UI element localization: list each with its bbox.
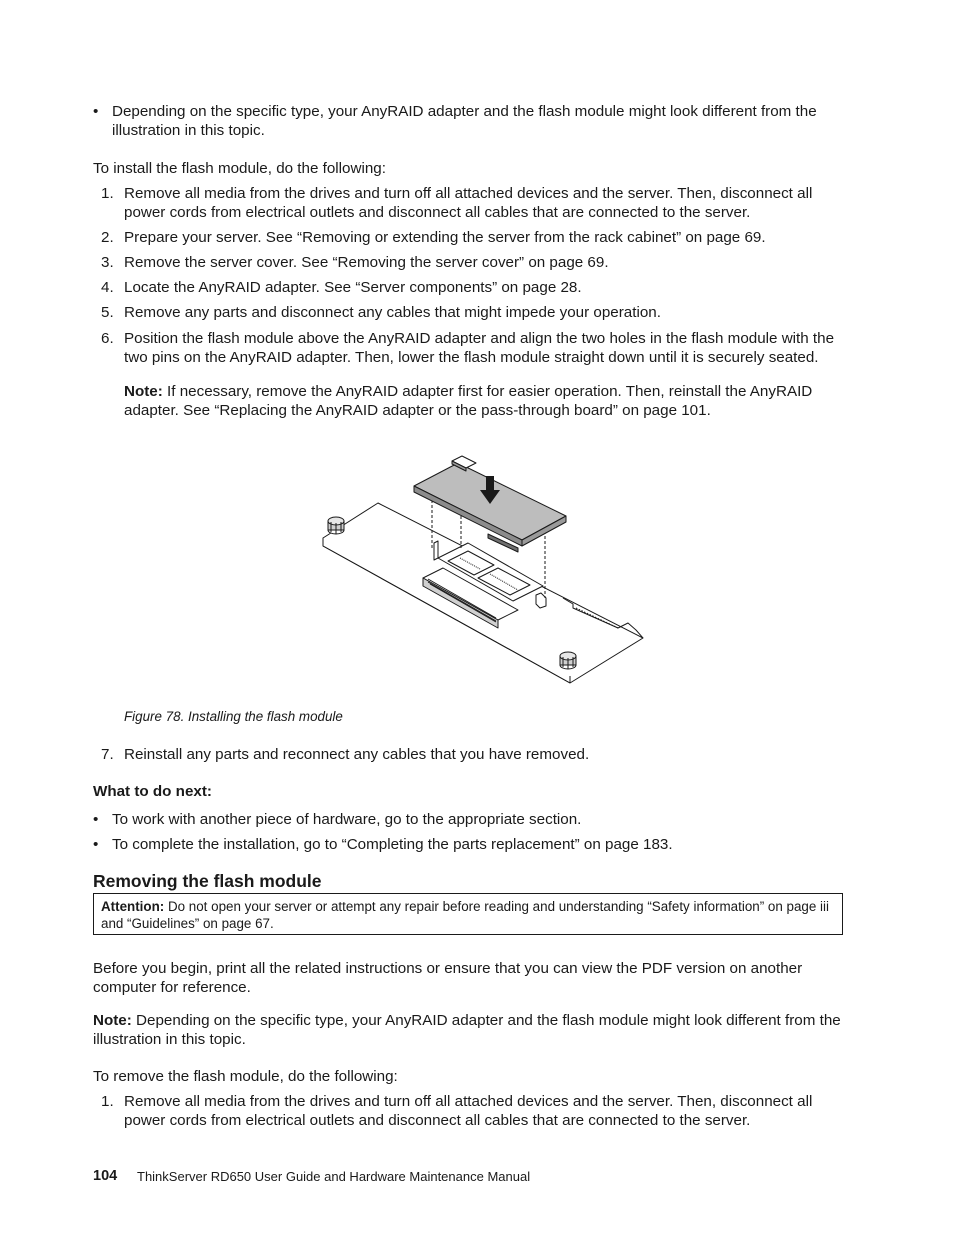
thumbscrew-icon [560, 652, 576, 669]
remove-intro: To remove the flash module, do the following: [93, 1068, 398, 1085]
step-number: 7. [101, 746, 114, 763]
step-text: Remove the server cover. See “Removing the server cover” on page 69. [124, 254, 609, 271]
note-text: If necessary, remove the AnyRAID adapter first for easier operation. Then, reinstall the AnyRAID adapter. See “Replacing the AnyRAID adapter or the pass-through board” on page 101. [124, 383, 813, 419]
thumbscrew-icon [328, 517, 344, 534]
step-number: 3. [101, 254, 114, 271]
step-text: Position the flash module above the AnyRAID adapter and align the two holes in the flash module with the two pins on the AnyRAID adapter. Then, lower the flash module straight down until it is securely seated. [124, 330, 835, 366]
note-installation [124, 382, 854, 420]
step-number: 5. [101, 304, 114, 321]
intro-bullet-text: Depending on the specific type, your AnyRAID adapter and the flash module might look different from the illustration in this topic. [112, 103, 817, 139]
step-number: 4. [101, 279, 114, 296]
step-text: Remove any parts and disconnect any cables that might impede your operation. [124, 304, 661, 321]
step-text: Remove all media from the drives and turn off all attached devices and the server. Then, disconnect all power cords from electrical outlets and disconnect all cables that are connected to the server. [124, 185, 813, 221]
note-label: Note: [93, 1012, 132, 1029]
footer-title: ThinkServer RD650 User Guide and Hardware Maintenance Manual [137, 1169, 531, 1184]
install-intro: To install the flash module, do the following: [93, 160, 386, 177]
attention-box [93, 893, 843, 935]
note-removal [93, 1011, 843, 1049]
step-text: Reinstall any parts and reconnect any cables that you have removed. [124, 746, 590, 763]
before-you-begin: Before you begin, print all the related instructions or ensure that you can view the PDF version on another computer for reference. [93, 960, 803, 996]
step-number: 1. [101, 185, 114, 202]
step-text: Remove all media from the drives and turn off all attached devices and the server. Then, disconnect all power cords from electrical outlets and disconnect all cables that are connected to the server. [124, 1093, 813, 1129]
figure-caption: Figure 78. Installing the flash module [124, 709, 343, 724]
bullet-icon: • [93, 836, 99, 853]
step-text: Prepare your server. See “Removing or extending the server from the rack cabinet” on page 69. [124, 229, 766, 246]
step-text: Locate the AnyRAID adapter. See “Server components” on page 28. [124, 279, 582, 296]
bullet-icon: • [93, 811, 99, 828]
flash-module-install-illustration [318, 448, 650, 688]
what-next-text: To work with another piece of hardware, go to the appropriate section. [112, 811, 582, 828]
step-number: 6. [101, 330, 114, 347]
step-number: 2. [101, 229, 114, 246]
page-number: 104 [93, 1168, 118, 1184]
note-text: Depending on the specific type, your AnyRAID adapter and the flash module might look different from the illustration in this topic. [93, 1012, 841, 1048]
attention-text: Do not open your server or attempt any repair before reading and understanding “Safety information” on page iii and “Guidelines” on page 67. [101, 899, 829, 931]
note-label: Note: [124, 383, 163, 400]
section-heading: Removing the flash module [93, 871, 322, 891]
attention-label: Attention: [101, 899, 165, 914]
bullet-icon: • [93, 103, 99, 120]
what-next-text: To complete the installation, go to “Completing the parts replacement” on page 183. [112, 836, 673, 853]
step-number: 1. [101, 1093, 114, 1110]
what-to-do-next-heading: What to do next: [93, 783, 212, 800]
